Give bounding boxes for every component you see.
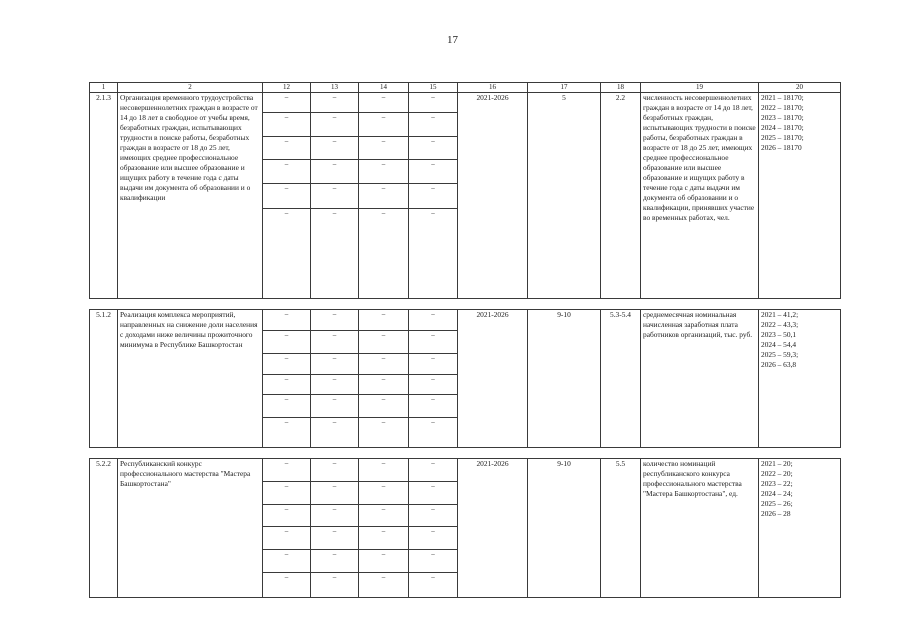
dash-cell: – [263, 93, 311, 113]
dash-cell: – [409, 505, 458, 527]
col-header: 20 [759, 83, 841, 93]
row-code: 5.2.2 [90, 459, 118, 598]
dash-cell: – [263, 137, 311, 160]
dash-cell: – [409, 113, 458, 137]
dash-cell: – [311, 395, 359, 418]
col-header: 2 [118, 83, 263, 93]
dash-cell: – [263, 331, 311, 354]
value-line: 2022 – 18170; [761, 103, 804, 112]
row-col17: 9-10 [528, 459, 601, 598]
value-line: 2021 – 18170; [761, 93, 804, 102]
row-name: Республиканский конкурс профессионального мастерства "Мастера Башкортостана" [118, 459, 263, 598]
row-code: 2.1.3 [90, 93, 118, 299]
value-line: 2024 – 24; [761, 489, 793, 498]
dash-cell: – [359, 375, 409, 395]
dash-cell: – [263, 209, 311, 299]
value-line: 2021 – 20; [761, 459, 793, 468]
dash-cell: – [359, 573, 409, 598]
dash-cell: – [359, 310, 409, 331]
row-period: 2021-2026 [458, 459, 528, 598]
value-line: 2026 – 28 [761, 509, 791, 518]
dash-cell: – [409, 209, 458, 299]
row-values [759, 310, 841, 448]
dash-cell: – [311, 459, 359, 482]
row-period: 2021-2026 [458, 310, 528, 448]
dash-cell: – [311, 160, 359, 184]
dash-cell: – [409, 418, 458, 448]
col-header: 14 [359, 83, 409, 93]
value-line: 2022 – 20; [761, 469, 793, 478]
dash-cell: – [311, 331, 359, 354]
dash-cell: – [359, 331, 409, 354]
dash-cell: – [409, 375, 458, 395]
row-name: Реализация комплекса мероприятий, направленных на снижение доли населения с доходами ниже величины прожиточного минимума в Республике Башкортостан [118, 310, 263, 448]
dash-cell: – [359, 354, 409, 375]
dash-cell: – [359, 550, 409, 573]
spacer [90, 448, 841, 459]
dash-cell: – [359, 113, 409, 137]
row-values [759, 93, 841, 299]
col-header: 19 [641, 83, 759, 93]
value-line: 2025 – 59,3; [761, 350, 799, 359]
dash-cell: – [263, 395, 311, 418]
block-2-1-3 [90, 93, 841, 299]
dash-cell: – [263, 113, 311, 137]
col-header: 15 [409, 83, 458, 93]
col-header: 13 [311, 83, 359, 93]
dash-cell: – [359, 527, 409, 550]
dash-cell: – [311, 482, 359, 505]
row-col18: 5.5 [601, 459, 641, 598]
value-line: 2026 – 18170 [761, 143, 802, 152]
dash-cell: – [311, 375, 359, 395]
dash-cell: – [311, 573, 359, 598]
row-indicator: среднемесячная номинальная начисленная заработная плата работников организаций, тыс. руб. [641, 310, 759, 448]
dash-cell: – [409, 459, 458, 482]
dash-cell: – [409, 93, 458, 113]
dash-cell: – [409, 160, 458, 184]
dash-cell: – [263, 459, 311, 482]
dash-cell: – [263, 573, 311, 598]
dash-cell: – [311, 184, 359, 209]
dash-cell: – [311, 505, 359, 527]
dash-cell: – [311, 137, 359, 160]
value-line: 2024 – 18170; [761, 123, 804, 132]
block-5-2-2 [90, 459, 841, 598]
dash-cell: – [311, 113, 359, 137]
col-header: 16 [458, 83, 528, 93]
column-header-row [90, 83, 841, 93]
dash-cell: – [263, 482, 311, 505]
dash-cell: – [409, 137, 458, 160]
value-line: 2022 – 43,3; [761, 320, 799, 329]
dash-cell: – [409, 395, 458, 418]
table-row [90, 93, 841, 113]
dash-cell: – [359, 93, 409, 113]
dash-cell: – [311, 527, 359, 550]
dash-cell: – [359, 418, 409, 448]
dash-cell: – [263, 418, 311, 448]
table-row [90, 310, 841, 331]
col-header: 1 [90, 83, 118, 93]
value-line: 2023 – 18170; [761, 113, 804, 122]
dash-cell: – [359, 184, 409, 209]
dash-cell: – [409, 310, 458, 331]
value-line: 2021 – 41,2; [761, 310, 799, 319]
dash-cell: – [311, 354, 359, 375]
dash-cell: – [409, 482, 458, 505]
page-number: 17 [447, 34, 458, 46]
row-period: 2021-2026 [458, 93, 528, 299]
dash-cell: – [409, 184, 458, 209]
dash-cell: – [263, 375, 311, 395]
dash-cell: – [263, 550, 311, 573]
dash-cell: – [409, 573, 458, 598]
dash-cell: – [359, 482, 409, 505]
row-code: 5.1.2 [90, 310, 118, 448]
row-values [759, 459, 841, 598]
dash-cell: – [359, 160, 409, 184]
dash-cell: – [311, 209, 359, 299]
row-col18: 5.3-5.4 [601, 310, 641, 448]
row-name: Организация временного трудоустройства несовершеннолетних граждан в возрасте от 14 до 18 лет в свободное от учебы время, безработных граждан, испытывающих трудности в поиске работы, безработных граждан в возрасте от 18 до 25 лет, имеющих среднее профессиональное образование или высшее образование и ищущих работу в течение года с даты выдачи им документа об образовании и о квалификации [118, 93, 263, 299]
dash-cell: – [263, 184, 311, 209]
dash-cell: – [311, 550, 359, 573]
value-line: 2025 – 18170; [761, 133, 804, 142]
program-table [89, 82, 841, 598]
dash-cell: – [359, 505, 409, 527]
dash-cell: – [263, 505, 311, 527]
value-line: 2025 – 26; [761, 499, 793, 508]
row-indicator: количество номинаций республиканского конкурса профессионального мастерства "Мастера Башкортостана", ед. [641, 459, 759, 598]
dash-cell: – [409, 527, 458, 550]
col-header: 17 [528, 83, 601, 93]
dash-cell: – [311, 93, 359, 113]
spacer [90, 299, 841, 310]
dash-cell: – [409, 331, 458, 354]
dash-cell: – [409, 550, 458, 573]
dash-cell: – [311, 418, 359, 448]
dash-cell: – [409, 354, 458, 375]
col-header: 18 [601, 83, 641, 93]
dash-cell: – [263, 354, 311, 375]
row-col17: 9-10 [528, 310, 601, 448]
dash-cell: – [311, 310, 359, 331]
dash-cell: – [359, 137, 409, 160]
block-5-1-2 [90, 310, 841, 448]
dash-cell: – [359, 459, 409, 482]
value-line: 2026 – 63,8 [761, 360, 797, 369]
col-header: 12 [263, 83, 311, 93]
table-row [90, 459, 841, 482]
dash-cell: – [263, 160, 311, 184]
value-line: 2024 – 54,4 [761, 340, 797, 349]
row-col18: 2.2 [601, 93, 641, 299]
dash-cell: – [359, 209, 409, 299]
row-col17: 5 [528, 93, 601, 299]
row-indicator: численность несовершеннолетних граждан в возрасте от 14 до 18 лет, безработных граждан, испытывающих трудности в поиске работы, безработных граждан в возрасте от 18 до 25 лет, имеющих среднее профессиональное образование или высшее образование и ищущих работу в течение года с даты выдачи им документа об образовании и о квалификации, принявших участие во временных работах, чел. [641, 93, 759, 299]
value-line: 2023 – 50,1 [761, 330, 797, 339]
value-line: 2023 – 22; [761, 479, 793, 488]
dash-cell: – [359, 395, 409, 418]
dash-cell: – [263, 527, 311, 550]
dash-cell: – [263, 310, 311, 331]
